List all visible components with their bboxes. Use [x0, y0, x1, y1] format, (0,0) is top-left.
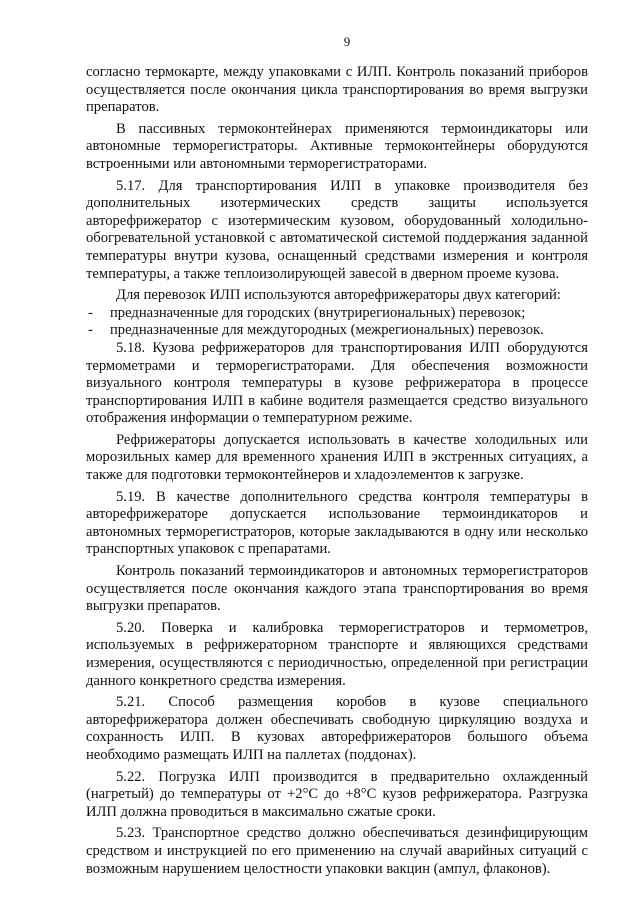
- list-item: [86, 322, 588, 340]
- list-dash: -: [88, 322, 93, 339]
- paragraph-refrigerators-usage: Рефрижераторы допускается использовать в качестве холодильных или морозильных камер для временного хранения ИЛП в экстренных ситуациях, а также для подготовки термоконтейнеров и хладоэлементов к загрузке.: [86, 431, 588, 484]
- paragraph-continuation: согласно термокарте, между упаковками с ИЛП. Контроль показаний приборов осуществляется после окончания цикла транспортирования во время выгрузки препаратов.: [86, 64, 588, 116]
- paragraph-5-17: 5.17. Для транспортирования ИЛП в упаковке производителя без дополнительных изотермических средств защиты используется авторефрижератор с изотермическим кузовом, оборудованный холодильно-обогревательной установкой с автоматической системой поддержания заданной температуры внутри кузова, оснащенный средствами измерения и контроля температуры, а также теплоизолирующей завесой в дверном проеме кузова.: [86, 177, 588, 282]
- page-number: 9: [343, 34, 351, 49]
- paragraph-passive-containers: В пассивных термоконтейнерах применяются термоиндикаторы или автономные терморегистраторы. Активные термоконтейнеры оборудуются встроенными или автономными терморегистраторами.: [86, 120, 588, 172]
- paragraph-5-18: 5.18. Кузова рефрижераторов для транспортирования ИЛП оборудуются термометрами и терморегистраторами. Для обеспечения возможности визуального контроля температуры в кузове рефрижератора в процессе транспортирования ИЛП в кабине водителя размещается средство визуального отображения информации о температурном режиме.: [86, 339, 588, 427]
- paragraph-5-19: 5.19. В качестве дополнительного средства контроля температуры в авторефрижераторе допускается использование термоиндикаторов и автономных терморегистраторов, которые закладываются в одну или несколько транспортных упаковок с препаратами.: [86, 488, 588, 558]
- paragraph-indicator-control: Контроль показаний термоиндикаторов и автономных терморегистраторов осуществляется после окончания каждого этапа транспортирования во время выгрузки препаратов.: [86, 563, 588, 615]
- list-item-text: предназначенные для междугородных (межрегиональных) перевозок.: [110, 322, 544, 339]
- paragraph-5-22: 5.22. Погрузка ИЛП производится в предварительно охлажденный (нагретый) до температуры от +2°С до +8°С кузов рефрижератора. Разгрузка ИЛП должна проводиться в максимально сжатые сроки.: [86, 768, 588, 820]
- paragraph-categories-intro: Для перевозок ИЛП используются авторефрижераторы двух категорий:: [116, 287, 561, 304]
- paragraph-5-23: 5.23. Транспортное средство должно обеспечиваться дезинфицирующим средством и инструкцией по его применению на случай аварийных ситуаций с возможным нарушением целостности упаковки вакцин (ампул, флаконов).: [86, 825, 588, 877]
- list-item: [86, 305, 588, 323]
- list-dash: -: [88, 304, 93, 321]
- list-item-text: предназначенные для городских (внутрирегиональных) перевозок;: [110, 304, 526, 321]
- paragraph-5-21: 5.21. Способ размещения коробов в кузове специального авторефрижератора должен обеспечивать свободную циркуляцию воздуха и сохранность ИЛП. В кузовах авторефрижераторов большого объема необходимо размещать ИЛП на паллетах (поддонах).: [86, 694, 588, 763]
- paragraph-5-20: 5.20. Поверка и калибровка терморегистраторов и термометров, используемых в рефрижераторном транспорте и являющихся средствами измерения, осуществляются с периодичностью, определенной при регистрации данного конкретного средства измерения.: [86, 619, 588, 689]
